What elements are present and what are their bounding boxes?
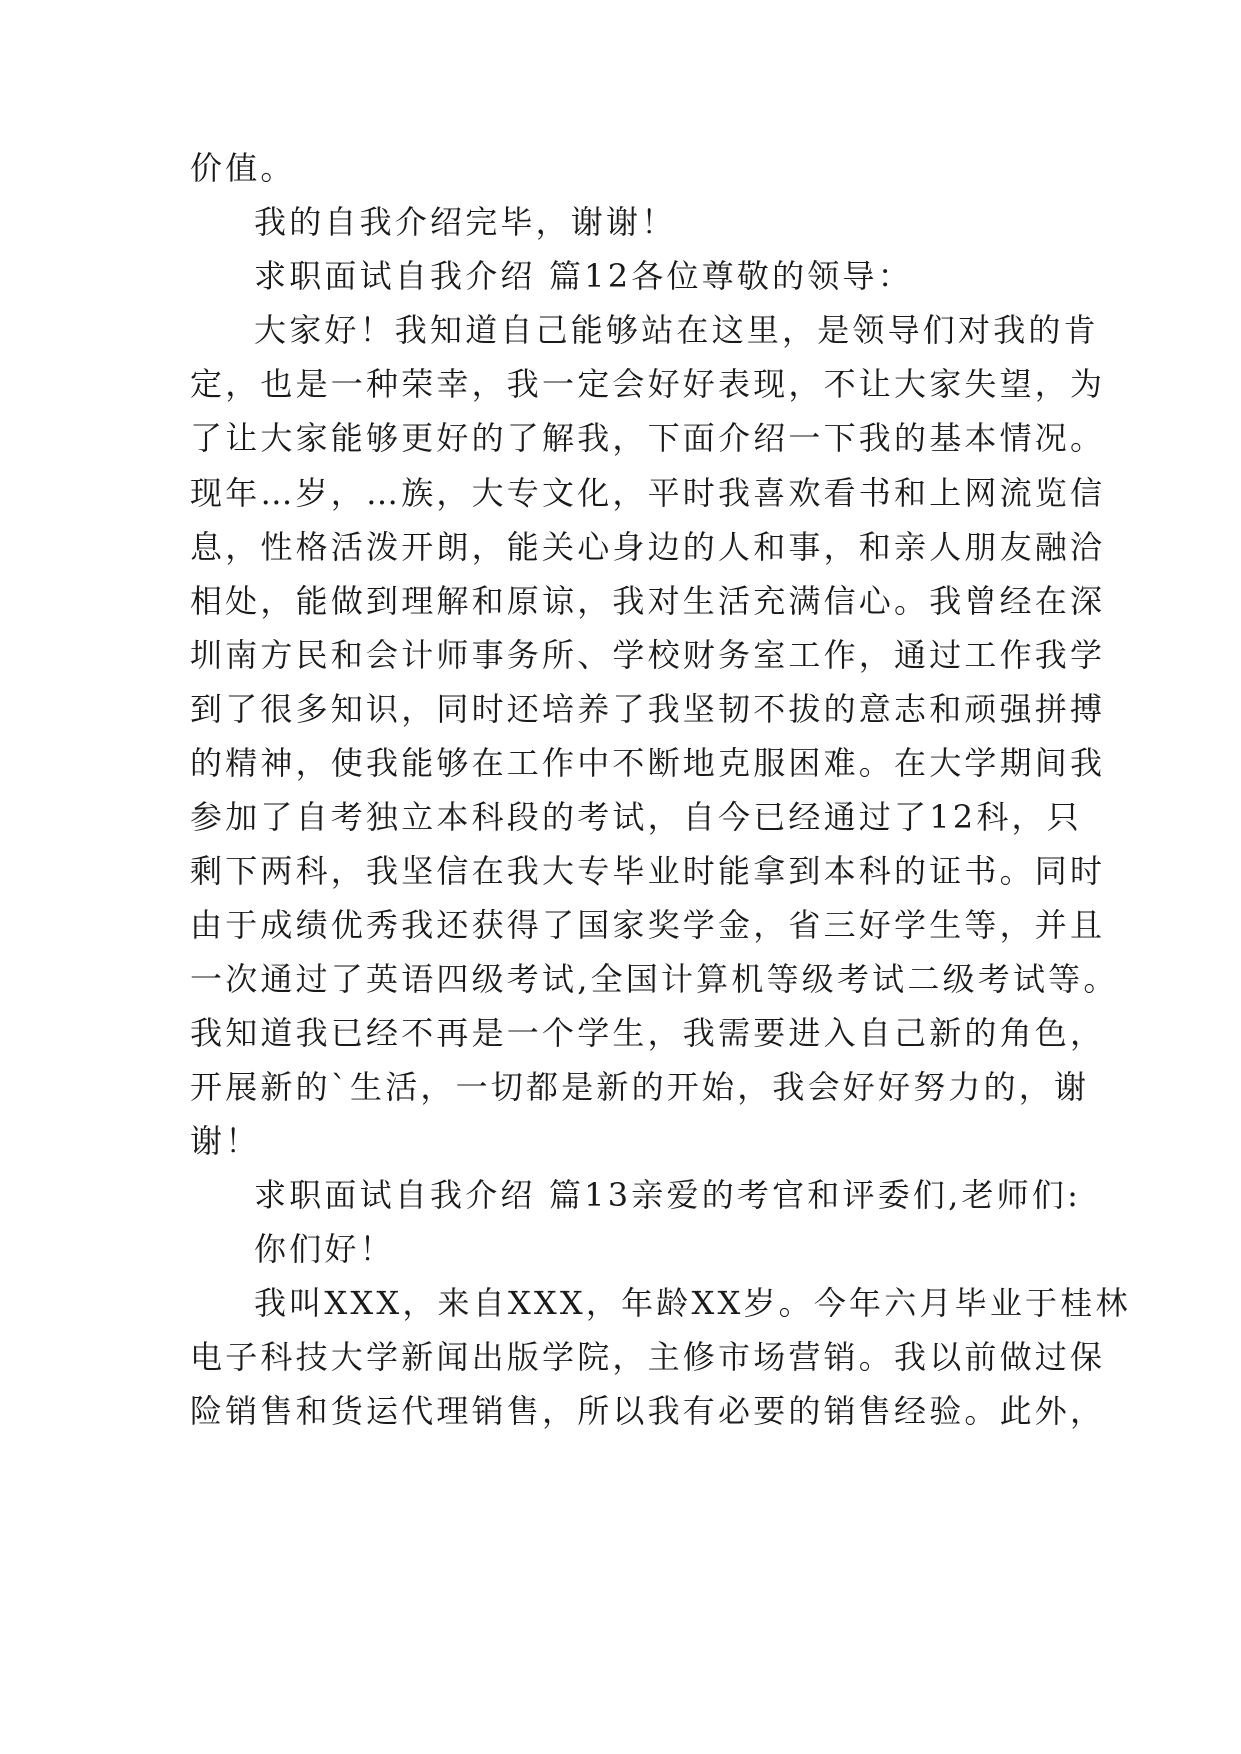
text-line: 电子科技大学新闻出版学院，主修市场营销。我以前做过保 [190,1338,1106,1376]
text-line: 息，性格活泼开朗，能关心身边的人和事，和亲人朋友融洽 [190,528,1106,566]
text-line: 定，也是一种荣幸，我一定会好好表现，不让大家失望，为 [190,365,1106,403]
text-line: 我知道我已经不再是一个学生，我需要进入自己新的角色， [190,1014,1106,1052]
text-line: 剩下两科，我坚信在我大专毕业时能拿到本科的证书。同时 [190,852,1106,890]
text-line: 了让大家能够更好的了解我，下面介绍一下我的基本情况。 [190,419,1106,457]
section-heading: 求职面试自我介绍 篇13亲爱的考官和评委们,老师们: [254,1176,1082,1214]
text-line: 大家好！我知道自己能够站在这里，是领导们对我的肯 [254,311,1099,349]
text-line: 一次通过了英语四级考试,全国计算机等级考试二级考试等。 [190,960,1119,998]
text-line: 谢！ [190,1122,261,1160]
text-line: 相处，能做到理解和原谅，我对生活充满信心。我曾经在深 [190,582,1106,620]
text-line: 你们好！ [254,1230,395,1268]
text-line: 圳南方民和会计师事务所、学校财务室工作，通过工作我学 [190,636,1106,674]
text-line: 到了很多知识，同时还培养了我坚韧不拔的意志和顽强拼搏 [190,690,1106,728]
text-line: 价值。 [190,149,296,187]
text-line: 险销售和货运代理销售，所以我有必要的销售经验。此外， [190,1392,1106,1430]
text-line: 我的自我介绍完毕，谢谢！ [254,203,677,241]
text-line: 的精神，使我能够在工作中不断地克服困难。在大学期间我 [190,744,1106,782]
text-line: 现年…岁，…族，大专文化，平时我喜欢看书和上网流览信 [190,474,1106,512]
text-line: 我叫XXX，来自XXX，年龄XX岁。今年六月毕业于桂林 [254,1284,1131,1322]
text-line: 开展新的`生活，一切都是新的开始，我会好好努力的，谢 [190,1068,1090,1106]
text-line: 由于成绩优秀我还获得了国家奖学金，省三好学生等，并且 [190,906,1106,944]
text-line: 参加了自考独立本科段的考试，自今已经通过了12科，只 [190,798,1082,836]
section-heading: 求职面试自我介绍 篇12各位尊敬的领导： [254,257,913,295]
